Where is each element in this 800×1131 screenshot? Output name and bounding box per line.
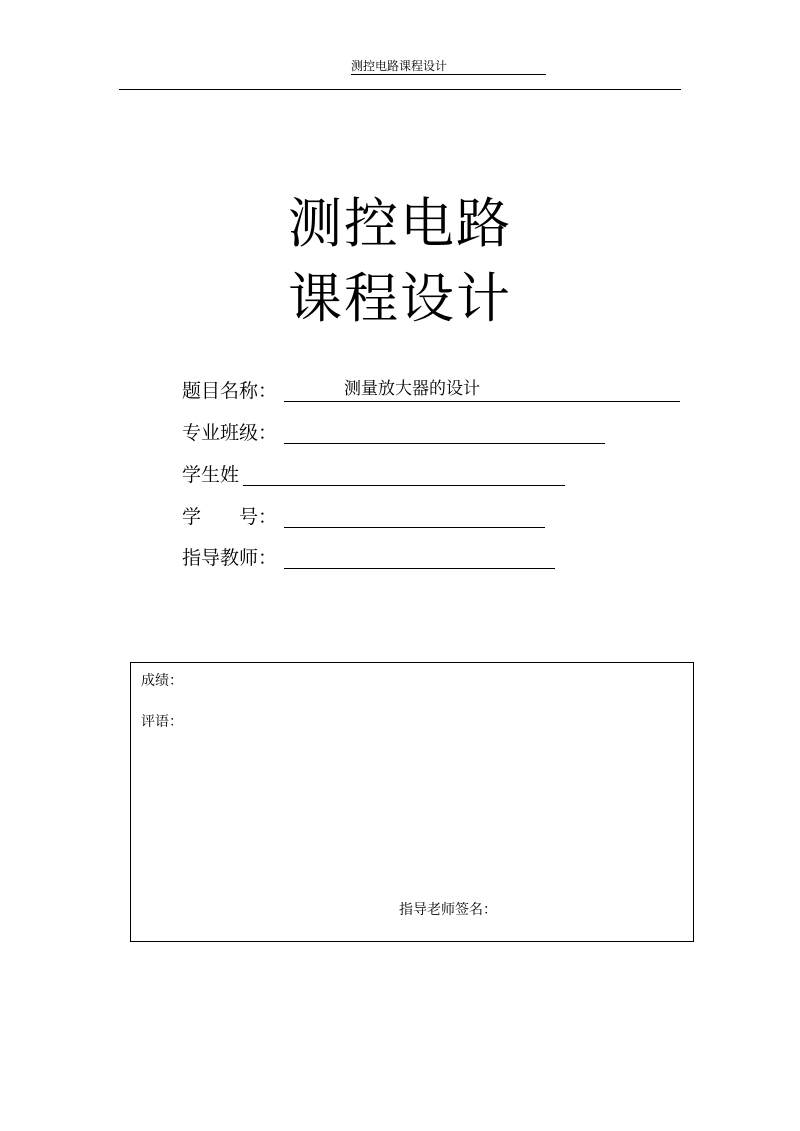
topic-field[interactable] <box>284 377 680 402</box>
topic-label: 题目名称： <box>182 380 278 402</box>
major-class-label: 专业班级： <box>182 422 278 444</box>
topic-value: 测量放大器的设计 <box>344 379 480 399</box>
comment-label: 评语： <box>141 714 183 730</box>
student-name-field[interactable] <box>243 461 565 486</box>
student-id-label: 学 号： <box>182 506 278 528</box>
advisor-field[interactable] <box>284 544 555 569</box>
student-name-label: 学生姓 <box>182 464 240 486</box>
main-title-line2: 课程设计 <box>288 267 512 330</box>
header-divider <box>119 89 681 90</box>
major-class-field[interactable] <box>284 419 605 444</box>
header-title: 测控电路课程设计 <box>351 58 546 75</box>
advisor-label: 指导教师： <box>182 547 278 569</box>
main-title-line1: 测控电路 <box>288 192 512 255</box>
student-id-field[interactable] <box>284 503 545 528</box>
signature-label: 指导老师签名： <box>399 902 497 918</box>
review-box <box>130 662 694 942</box>
grade-label: 成绩： <box>141 673 183 689</box>
